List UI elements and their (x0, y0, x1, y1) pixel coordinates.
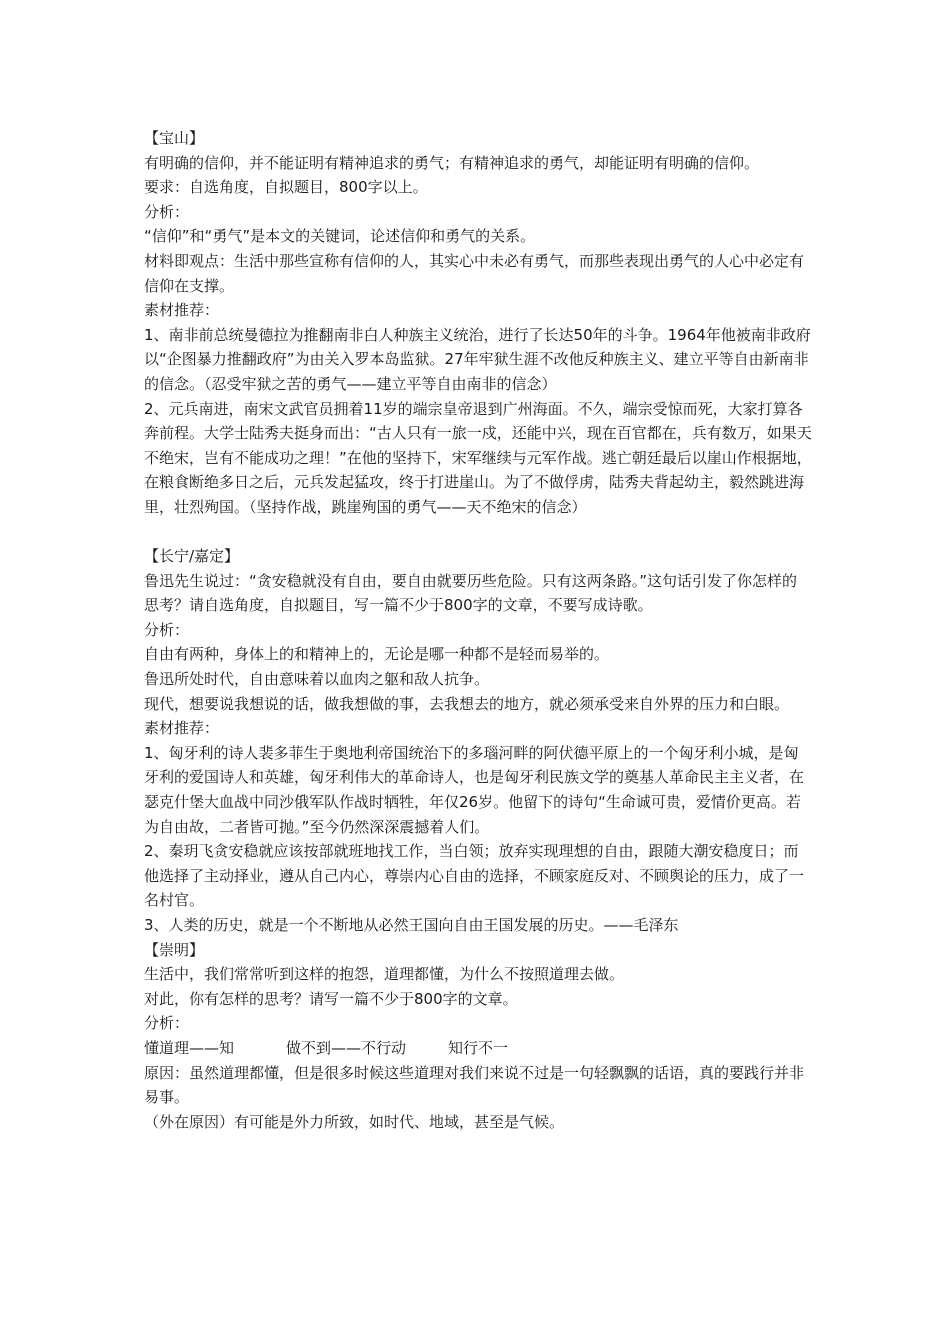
essay-prompt: 生活中，我们常常听到这样的抱怨，道理都懂，为什么不按照道理去做。 (144, 965, 625, 984)
analysis-label: 分析： (144, 620, 190, 639)
analysis-label: 分析： (144, 202, 190, 221)
section-chongming (144, 938, 812, 1135)
section-changning (144, 544, 812, 938)
materials-label: 素材推荐： (144, 719, 220, 738)
material-item: 1、南非前总统曼德拉为推翻南非白人种族主义统治，进行了长达50年的斗争。1964年他被南非政府以“企图暴力推翻政府”为由关入罗本岛监狱。27年牢狱生涯不改他反种族主义、建立平等自由新南非的信念。（忍受牢狱之苦的勇气——建立平等自由南非的信念） (144, 325, 811, 393)
analysis-paragraph: 材料即观点：生活中那些宣称有信仰的人，其实心中未必有勇气，而那些表现出勇气的人心中必定有信仰在支撑。 (144, 251, 805, 295)
section-heading: 【长宁/嘉定】 (144, 547, 240, 566)
material-item: 1、匈牙利的诗人裴多菲生于奥地利帝国统治下的多瑙河畔的阿伏德平原上的一个匈牙利小城，是匈牙利的爱国诗人和英雄，匈牙利伟大的革命诗人，也是匈牙利民族文学的奠基人革命民主主义者，在瑟克什堡大血战中同沙俄军队作战时牺牲，年仅26岁。他留下的诗句“生命诚可贵，爱情价更高。若为自由故，二者皆可抛。”至今仍然深深震撼着人们。 (144, 743, 805, 836)
section-baoshan (144, 126, 812, 520)
analysis-label: 分析： (144, 1014, 190, 1033)
material-item: 2、元兵南进，南宋文武官员拥着11岁的端宗皇帝退到广州海面。不久，端宗受惊而死，大家打算各奔前程。大学士陆秀夫挺身而出：“古人只有一旅一戍，还能中兴，现在百官都在，兵有数万，如果天不绝宋，岂有不能成功之理！”在他的坚持下，宋军继续与元军作战。逃亡朝廷最后以崖山作根据地，在粮食断绝多日之后，元兵发起猛攻，终于打进崖山。为了不做俘虏，陆秀夫背起幼主，毅然跳进海里，壮烈殉国。（坚持作战，跳崖殉国的勇气——天不绝宋的信念） (144, 399, 812, 516)
section-gap (144, 520, 812, 545)
section-heading: 【崇明】 (144, 940, 205, 959)
reason-paragraph: （外在原因）有可能是外力所致，如时代、地域，甚至是气候。 (144, 1112, 565, 1131)
analysis-point: 做不到——不行动 (286, 1038, 407, 1057)
material-item: 3、人类的历史，就是一个不断地从必然王国向自由王国发展的历史。——毛泽东 (144, 916, 679, 934)
analysis-paragraph: 现代，想要说我想说的话，做我想做的事，去我想去的地方，就必须承受来自外界的压力和白眼。 (144, 694, 790, 713)
essay-prompt: 有明确的信仰，并不能证明有精神追求的勇气；有精神追求的勇气，却能证明有明确的信仰。 (144, 153, 760, 172)
reason-paragraph: 原因：虽然道理都懂，但是很多时候这些道理对我们来说不过是一句轻飘飘的话语，真的要践行并非易事。 (144, 1063, 805, 1107)
analysis-point: 懂道理——知 (144, 1038, 235, 1057)
essay-prompt: 对此，你有怎样的思考？请写一篇不少于800字的文章。 (144, 989, 518, 1008)
essay-prompt: 鲁迅先生说过：“贪安稳就没有自由，要自由就要历些危险。只有这两条路。”这句话引发了你怎样的思考？请自选角度，自拟题目，写一篇不少于800字的文章，不要写成诗歌。 (144, 571, 798, 615)
analysis-point: 知行不一 (448, 1038, 509, 1057)
materials-label: 素材推荐： (144, 301, 220, 320)
document-body (144, 126, 812, 1134)
section-heading: 【宝山】 (144, 129, 205, 147)
analysis-points-row (144, 1036, 812, 1061)
analysis-paragraph: 鲁迅所处时代，自由意味着以血肉之躯和敌人抗争。 (144, 670, 490, 689)
essay-requirement: 要求：自选角度，自拟题目，800字以上。 (144, 178, 428, 197)
analysis-paragraph: 自由有两种，身体上的和精神上的，无论是哪一种都不是轻而易举的。 (144, 645, 610, 664)
material-item: 2、秦玥飞贪安稳就应该按部就班地找工作，当白领；放弃实现理想的自由，跟随大潮安稳度日；而他选择了主动择业，遵从自己内心，尊崇内心自由的选择，不顾家庭反对、不顾舆论的压力，成了一名村官。 (144, 842, 805, 910)
analysis-paragraph: “信仰”和“勇气”是本文的关键词，论述信仰和勇气的关系。 (144, 227, 536, 246)
